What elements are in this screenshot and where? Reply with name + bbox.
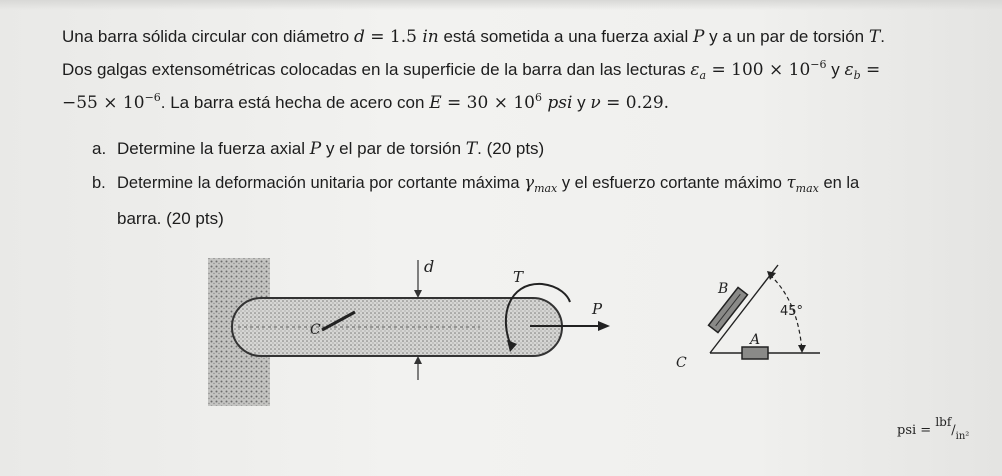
problem-line-1 xyxy=(62,26,885,48)
text-segment: y a un par de torsión xyxy=(704,27,869,46)
text-segment: = 30 × 10 xyxy=(441,93,535,113)
unit-denominator: in² xyxy=(955,431,970,442)
arrowhead xyxy=(598,321,610,331)
arrowhead xyxy=(414,356,422,364)
rosette-figure xyxy=(670,255,850,375)
var-gamma: γ xyxy=(524,173,535,192)
item-a xyxy=(92,138,544,160)
unit-numerator: lbf xyxy=(935,415,952,429)
label-a: A xyxy=(750,332,761,348)
arrowhead xyxy=(414,290,422,298)
label-d: d xyxy=(424,257,435,276)
problem-line-3 xyxy=(62,92,669,114)
label-b: B xyxy=(718,281,729,297)
rosette-45-line xyxy=(710,265,778,353)
var-nu: ν xyxy=(590,93,601,113)
label-t: T xyxy=(513,268,524,286)
text-segment: Dos galgas extensométricas colocadas en la superficie de la barra dan las lecturas xyxy=(62,60,691,79)
text-segment: . xyxy=(880,27,885,46)
angle-label: 45° xyxy=(780,304,804,319)
text-segment: está sometida a una fuerza axial xyxy=(438,27,693,46)
label-p: P xyxy=(592,300,603,318)
text-segment: y el par de torsión xyxy=(321,139,466,158)
text-segment: . La barra está hecha de acero con xyxy=(160,93,430,112)
unit-psi: psi xyxy=(541,93,573,113)
text-segment: barra. (20 pts) xyxy=(117,209,224,228)
exponent: −6 xyxy=(810,58,827,71)
text-segment: = 1.5 xyxy=(364,27,423,47)
text-segment: Una barra sólida circular con diámetro xyxy=(62,27,354,46)
list-marker: b. xyxy=(92,174,106,192)
var-epsilon-a: ε xyxy=(690,60,700,80)
arrowhead xyxy=(767,271,776,280)
var-d: d xyxy=(353,27,365,47)
text-segment: Determine la deformación unitaria por cortante máxima xyxy=(117,174,525,192)
bar-figure xyxy=(190,240,630,410)
var-P: P xyxy=(309,139,322,159)
text-segment: = 100 × 10 xyxy=(706,60,811,80)
problem-line-2 xyxy=(62,59,880,81)
unit-in: in xyxy=(422,27,439,47)
strain-gage-a xyxy=(742,347,768,359)
text-segment: en la xyxy=(818,174,860,192)
var-tau: τ xyxy=(786,173,796,192)
page-top-shadow xyxy=(0,0,1002,10)
subscript-a: a xyxy=(699,69,707,82)
text-segment: = 0.29. xyxy=(600,93,670,113)
subscript-max: max xyxy=(534,182,558,195)
arrowhead xyxy=(798,345,806,353)
exponent: −6 xyxy=(144,91,161,104)
label-c-rosette: C xyxy=(676,355,687,371)
item-b xyxy=(92,172,859,194)
text-segment: y xyxy=(826,60,845,79)
var-epsilon-b: ε xyxy=(844,60,854,80)
var-P: P xyxy=(692,27,705,47)
psi-unit-note xyxy=(897,415,970,442)
text-segment: . (20 pts) xyxy=(477,139,545,158)
text-segment: Determine la fuerza axial xyxy=(117,139,310,158)
text-segment: −55 × 10 xyxy=(62,93,145,113)
list-marker: a. xyxy=(92,139,107,158)
text-segment: y xyxy=(572,93,591,112)
text-segment: = xyxy=(860,60,881,80)
var-T: T xyxy=(868,27,881,47)
subscript-b: b xyxy=(853,69,861,82)
var-T: T xyxy=(465,139,478,159)
exponent: 6 xyxy=(534,91,542,104)
text-segment: psi = xyxy=(897,423,936,438)
label-c: C xyxy=(310,322,321,338)
var-E: E xyxy=(429,93,442,113)
item-b-continuation xyxy=(117,208,224,230)
subscript-max: max xyxy=(795,182,819,195)
text-segment: y el esfuerzo cortante máximo xyxy=(557,174,787,192)
fraction-slash: / xyxy=(951,423,956,438)
